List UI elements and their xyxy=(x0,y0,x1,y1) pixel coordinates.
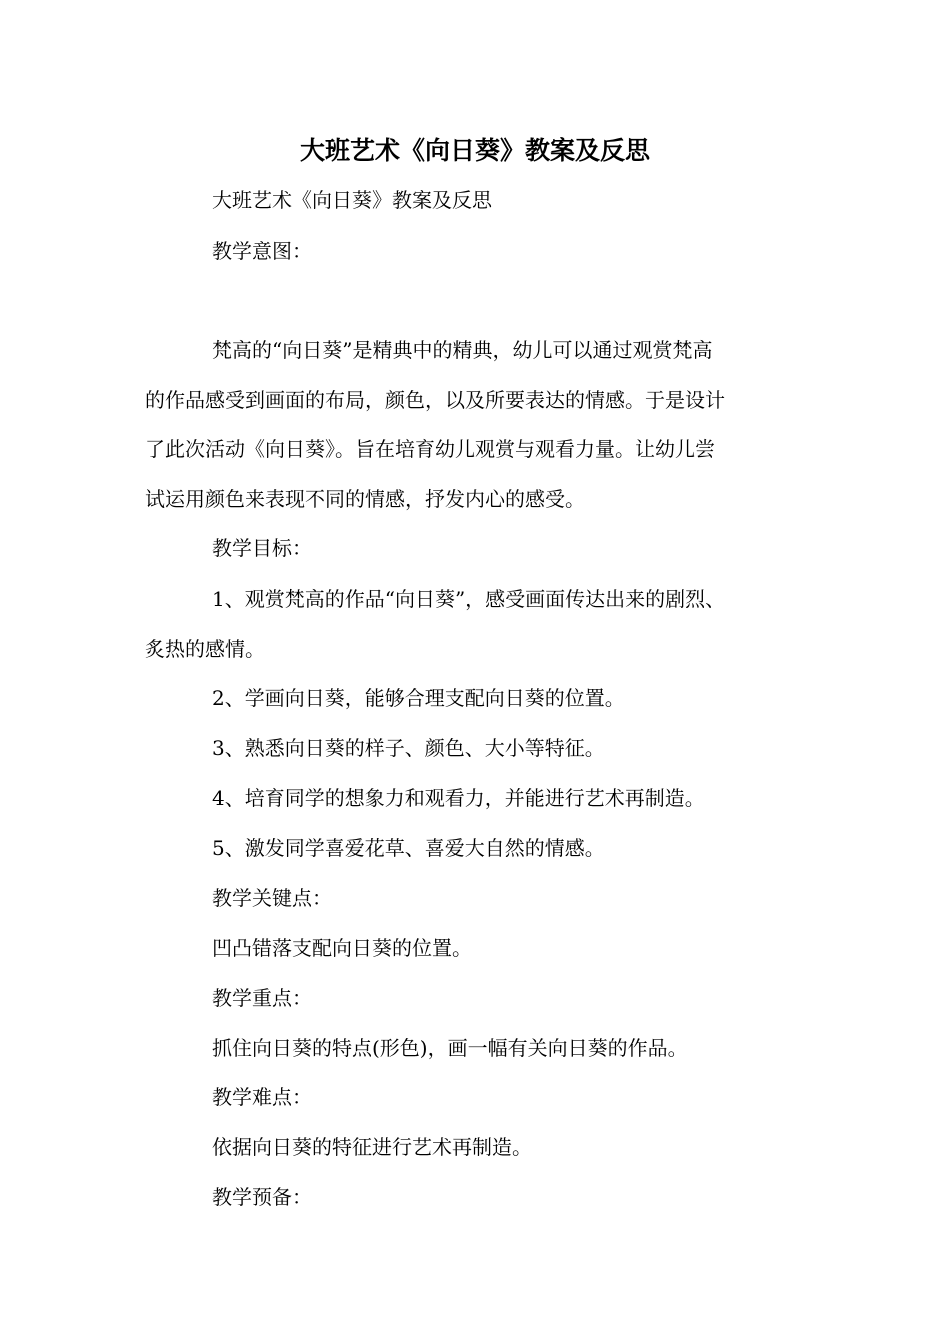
section-heading-preparation: 教学预备： xyxy=(212,1185,312,1209)
document-title: 大班艺术《向日葵》教案及反思 xyxy=(299,136,650,165)
goal-item: 2、学画向日葵，能够合理支配向日葵的位置。 xyxy=(212,686,625,710)
goal-item-continued: 炙热的感情。 xyxy=(145,637,265,661)
paragraph-line: 试运用颜色来表现不同的情感，抒发内心的感受。 xyxy=(145,487,585,511)
goal-item: 5、激发同学喜爱花草、喜爱大自然的情感。 xyxy=(212,836,605,860)
paragraph-line: 了此次活动《向日葵》。旨在培育幼儿观赏与观看力量。让幼儿尝 xyxy=(145,437,715,461)
section-heading-key: 教学关键点： xyxy=(212,886,332,910)
section-heading-goals: 教学目标： xyxy=(212,536,312,560)
paragraph-line: 梵高的“向日葵”是精典中的精典，幼儿可以通过观赏梵高 xyxy=(212,338,713,362)
section-heading-intent: 教学意图： xyxy=(212,239,312,263)
section-text: 抓住向日葵的特点(形色)，画一幅有关向日葵的作品。 xyxy=(212,1036,688,1060)
goal-item: 1、观赏梵高的作品“向日葵”，感受画面传达出来的剧烈、 xyxy=(212,587,726,611)
section-text: 凹凸错落支配向日葵的位置。 xyxy=(212,936,472,960)
goal-item: 4、培育同学的想象力和观看力，并能进行艺术再制造。 xyxy=(212,786,705,810)
paragraph-line: 的作品感受到画面的布局，颜色，以及所要表达的情感。于是设计 xyxy=(145,388,725,412)
section-heading-difficulty: 教学难点： xyxy=(212,1085,312,1109)
goal-item: 3、熟悉向日葵的样子、颜色、大小等特征。 xyxy=(212,736,605,760)
subtitle-line: 大班艺术《向日葵》教案及反思 xyxy=(212,188,492,212)
section-text: 依据向日葵的特征进行艺术再制造。 xyxy=(212,1135,532,1159)
section-heading-focus: 教学重点： xyxy=(212,986,312,1010)
